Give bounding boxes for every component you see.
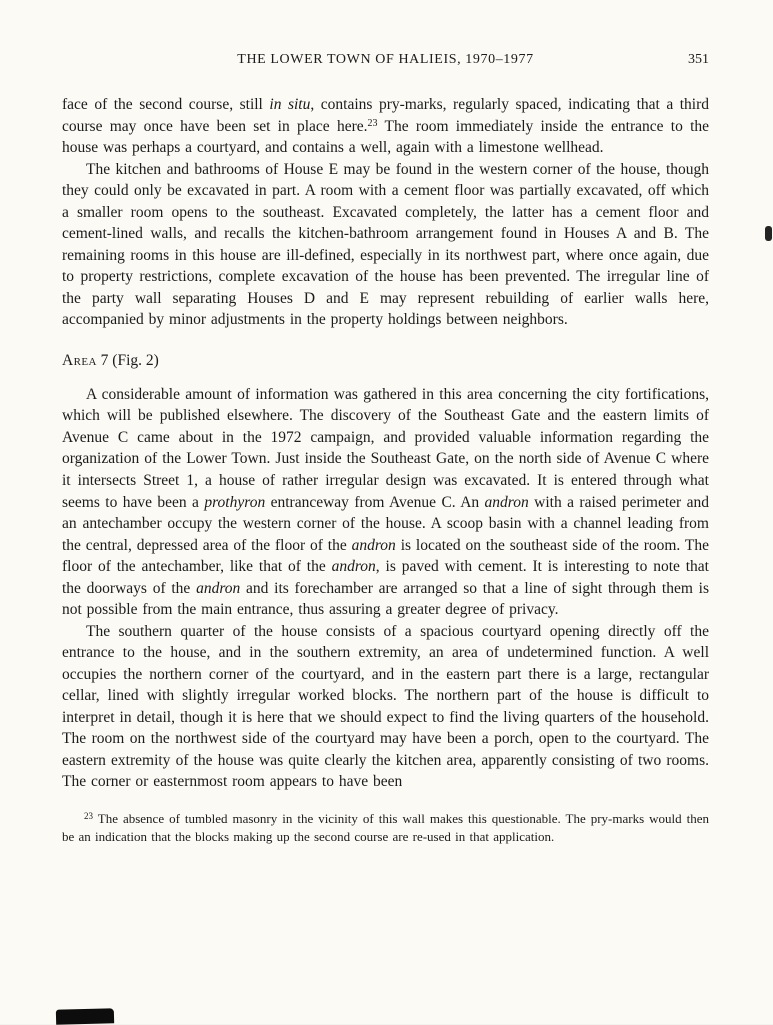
running-header	[62, 52, 709, 68]
scan-artifact-right-edge	[765, 226, 772, 241]
text-run: face of the second course, still	[62, 96, 270, 113]
text-run: entranceway from Avenue C. An	[265, 493, 485, 511]
footnote-text	[62, 810, 709, 846]
paragraph	[62, 94, 709, 159]
paragraph	[62, 621, 709, 793]
footnote	[62, 810, 709, 846]
running-title: THE LOWER TOWN OF HALIEIS, 1970–1977	[237, 52, 534, 67]
text-run: , contains pry-marks, regularly spaced, indicating that a third course may once have been set in place here.	[62, 96, 710, 135]
italic-text: in situ	[269, 96, 311, 113]
paragraph-group-after-heading	[62, 384, 709, 793]
paragraph	[62, 159, 709, 331]
text-run: The southern quarter of the house consists of a spacious courtyard opening directly off the entrance to the house, and in the southern extremity, an area of undetermined function. A well occupies the northern corner of the courtyard, and in the eastern part there is a large, rectangular cellar, lined with slightly irregular worked blocks. The northern part of the house is difficult to interpret in detail, though it is here that we should expect to find the living quarters of the household. The room on the northwest side of the courtyard may have been a porch, open to the courtyard. The eastern extremity of the house was quite clearly the kitchen area, apparently consisting of two rooms. The corner or easternmost room appears to have been	[62, 622, 709, 791]
paragraph	[62, 384, 709, 621]
italic-text: andron	[331, 558, 376, 576]
text-run: A considerable amount of information was gathered in this area concerning the city fortifications, which will be published elsewhere. The discovery of the Southeast Gate and the eastern limits of Avenue C came about in the 1972 campaign, and provided valuable information regarding the organization of the Lower Town. Just inside the Southeast Gate, on the north side of Avenue C where it intersects Street 1, a house of rather irregular design was excavated. It is entered through what seems to have been a	[62, 385, 709, 511]
text-run: is located on the southeast side of the room. The floor of the antechamber, like that of the	[62, 536, 710, 576]
page-number: 351	[688, 52, 709, 67]
italic-text: andron	[196, 579, 241, 597]
text-run: The absence of tumbled masonry in the vicinity of this wall makes this questionable. The pry-marks would then be an indication that the blocks making up the second course are re-used in that application.	[62, 810, 709, 845]
italic-text: andron	[484, 493, 529, 511]
text-run: with a raised perimeter and an antechamber occupy the western corner of the house. A scoop basin with a channel leading from the central, depressed area of the floor of the	[62, 493, 709, 554]
text-run: The room immediately inside the entrance to the house was perhaps a courtyard, and contains a well, again with a limestone wellhead.	[62, 117, 710, 157]
footnote-reference: 23	[84, 810, 93, 821]
text-run: The kitchen and bathrooms of House E may be found in the western corner of the house, though they could only be excavated in part. A room with a cement floor was partially excavated, off which a smaller room opens to the southeast. Excavated completely, the latter has a cement floor and cement-lined walls, and recalls the kitchen-bathroom arrangement found in Houses A and B. The remaining rooms in this house are ill-defined, especially in its northwest part, where once again, due to property restrictions, complete excavation of the house has been prevented. The irregular line of the party wall separating Houses D and E may represent rebuilding of earlier walls here, accompanied by minor adjustments in the property holdings between neighbors.	[62, 160, 709, 329]
italic-text: prothyron	[204, 493, 266, 511]
text-run: and its forechamber are arranged so that a line of sight through them is not possible from the main entrance, thus assuring a greater degree of privacy.	[62, 579, 709, 619]
article-body	[62, 94, 709, 793]
scan-artifact-bottom-left	[56, 1008, 114, 1025]
section-heading	[62, 352, 709, 370]
footnote-reference: 23	[367, 117, 378, 129]
italic-text: andron	[351, 536, 396, 554]
section-heading-smallcaps: Area	[62, 351, 97, 369]
text-run: , is paved with cement. It is interesting to note that the doorways of the	[62, 558, 709, 597]
paragraph-group-before-heading	[62, 94, 709, 331]
section-heading-rest: 7 (Fig. 2)	[96, 351, 159, 369]
